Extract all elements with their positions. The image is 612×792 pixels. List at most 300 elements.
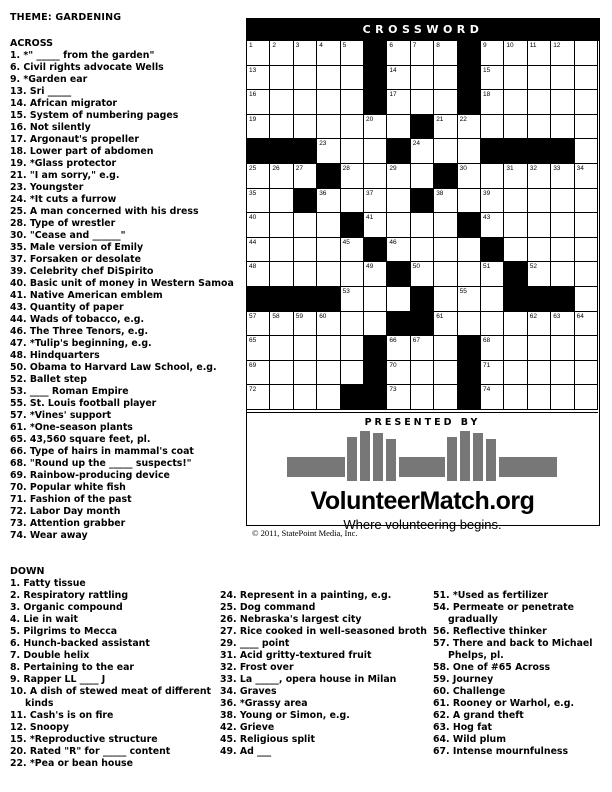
grid-cell[interactable] xyxy=(575,385,598,410)
black-square xyxy=(364,66,387,91)
grid-cell[interactable] xyxy=(481,385,504,410)
black-square xyxy=(364,385,387,410)
grid-cell[interactable] xyxy=(434,213,457,238)
clue-item: 28. Type of wrestler xyxy=(10,218,116,229)
grid-cell[interactable] xyxy=(434,287,457,312)
grid-cell[interactable] xyxy=(575,312,598,337)
down-column-2 xyxy=(220,590,430,758)
grid-cell[interactable] xyxy=(270,262,293,287)
grid-cell[interactable] xyxy=(247,41,270,66)
grid-cell[interactable] xyxy=(528,189,551,214)
grid-cell[interactable] xyxy=(294,164,317,189)
grid-cell[interactable] xyxy=(317,336,340,361)
grid-cell[interactable] xyxy=(270,385,293,410)
clue-item: 50. Obama to Harvard Law School, e.g. xyxy=(10,362,217,373)
grid-cell[interactable] xyxy=(551,41,574,66)
black-square xyxy=(551,139,574,164)
clue-item: 3. Organic compound xyxy=(10,602,123,613)
cell-number: 17 xyxy=(389,91,397,99)
clue-item: 57. *Vines' support xyxy=(10,410,112,421)
grid-cell[interactable] xyxy=(575,164,598,189)
black-square xyxy=(364,41,387,66)
black-square xyxy=(294,189,317,214)
clue-item: 8. Pertaining to the ear xyxy=(10,662,135,673)
grid-cell[interactable] xyxy=(434,312,457,337)
black-square xyxy=(504,287,527,312)
clue-item: 12. Snoopy xyxy=(10,722,70,733)
clue-item: 40. Basic unit of money in Western Samoa xyxy=(10,278,234,289)
cell-number: 61 xyxy=(436,312,444,320)
grid-cell[interactable] xyxy=(317,238,340,263)
cell-number: 28 xyxy=(342,165,350,172)
clue-item: 37. Forsaken or desolate xyxy=(10,254,141,265)
grid-cell[interactable] xyxy=(551,361,574,386)
grid-cell[interactable] xyxy=(575,90,598,115)
grid-cell[interactable] xyxy=(341,287,364,312)
black-square xyxy=(458,213,481,238)
grid-cell[interactable] xyxy=(528,115,551,140)
grid-cell[interactable] xyxy=(458,164,481,189)
grid-cell[interactable] xyxy=(411,139,434,164)
grid-cell[interactable] xyxy=(317,115,340,140)
clue-item: 35. Male version of Emily xyxy=(10,242,144,253)
cell-number: 14 xyxy=(389,66,397,74)
grid-cell[interactable] xyxy=(387,41,410,66)
grid-cell[interactable] xyxy=(247,312,270,337)
grid-cell[interactable] xyxy=(504,312,527,337)
grid-cell[interactable] xyxy=(387,336,410,361)
clue-item: 41. Native American emblem xyxy=(10,290,163,301)
grid-cell[interactable] xyxy=(247,385,270,410)
black-square xyxy=(387,312,410,337)
grid-cell[interactable] xyxy=(387,189,410,214)
black-square xyxy=(458,336,481,361)
grid-cell[interactable] xyxy=(387,287,410,312)
cell-number: 45 xyxy=(342,238,350,246)
black-square xyxy=(504,262,527,287)
grid-cell[interactable] xyxy=(528,238,551,263)
grid-cell[interactable] xyxy=(551,66,574,91)
grid-cell[interactable] xyxy=(504,238,527,263)
cell-number: 58 xyxy=(272,312,280,320)
grid-cell[interactable] xyxy=(387,66,410,91)
clue-item: 61. *One-season plants xyxy=(10,422,133,433)
black-square xyxy=(341,213,364,238)
grid-cell[interactable] xyxy=(247,164,270,189)
clue-item: 52. Ballet step xyxy=(10,374,88,385)
cell-number: 27 xyxy=(295,165,304,172)
cell-number: 24 xyxy=(412,140,421,148)
clue-item: 72. Labor Day month xyxy=(10,506,121,517)
cell-number: 57 xyxy=(249,312,257,320)
cell-number: 46 xyxy=(389,238,397,246)
clue-item: 14. African migrator xyxy=(10,98,118,109)
clue-item: 48. Hindquarters xyxy=(10,350,100,361)
grid-cell[interactable] xyxy=(434,139,457,164)
grid-cell[interactable] xyxy=(575,213,598,238)
down-column-3 xyxy=(433,590,605,758)
grid-cell[interactable] xyxy=(528,213,551,238)
grid-cell[interactable] xyxy=(504,361,527,386)
grid-cell[interactable] xyxy=(575,139,598,164)
grid-cell[interactable] xyxy=(364,312,387,337)
clue-item: 26. Nebraska's largest city xyxy=(220,614,362,625)
grid-cell[interactable] xyxy=(504,189,527,214)
grid-cell[interactable] xyxy=(247,213,270,238)
grid-cell[interactable] xyxy=(481,90,504,115)
grid-cell[interactable] xyxy=(551,115,574,140)
grid-cell[interactable] xyxy=(364,213,387,238)
grid-cell[interactable] xyxy=(481,213,504,238)
grid-cell[interactable] xyxy=(528,336,551,361)
grid-cell[interactable] xyxy=(387,164,410,189)
grid-cell[interactable] xyxy=(341,90,364,115)
grid-cell[interactable] xyxy=(247,189,270,214)
grid-cell[interactable] xyxy=(270,361,293,386)
cell-number: 6 xyxy=(389,42,394,49)
grid-cell[interactable] xyxy=(551,213,574,238)
grid-cell[interactable] xyxy=(411,262,434,287)
cell-number: 49 xyxy=(366,263,374,271)
grid-cell[interactable] xyxy=(270,66,293,91)
clue-item: 71. Fashion of the past xyxy=(10,494,132,505)
grid-cell[interactable] xyxy=(528,90,551,115)
black-square xyxy=(551,287,574,312)
clue-item: 9. Rapper LL ____ J xyxy=(10,674,106,685)
grid-cell[interactable] xyxy=(458,238,481,263)
grid-cell[interactable] xyxy=(294,66,317,91)
cell-number: 74 xyxy=(483,386,491,394)
grid-cell[interactable] xyxy=(411,213,434,238)
grid-cell[interactable] xyxy=(341,164,364,189)
grid-cell[interactable] xyxy=(551,164,574,189)
grid-cell[interactable] xyxy=(317,262,340,287)
grid-cell[interactable] xyxy=(317,361,340,386)
grid-cell[interactable] xyxy=(458,115,481,140)
black-square xyxy=(411,312,434,337)
grid-cell[interactable] xyxy=(364,115,387,140)
cell-number: 23 xyxy=(319,140,327,148)
grid-cell[interactable] xyxy=(481,41,504,66)
clue-item: 51. *Used as fertilizer xyxy=(433,590,549,601)
grid-cell[interactable] xyxy=(575,66,598,91)
grid-cell[interactable] xyxy=(481,262,504,287)
clue-item: 65. 43,560 square feet, pl. xyxy=(10,434,151,445)
grid-cell[interactable] xyxy=(411,238,434,263)
grid-cell[interactable] xyxy=(294,361,317,386)
grid-cell[interactable] xyxy=(481,115,504,140)
clue-item: 27. Rice cooked in well-seasoned broth xyxy=(220,626,427,637)
grid-cell[interactable] xyxy=(411,66,434,91)
crossword-panel xyxy=(246,18,600,532)
grid-cell[interactable] xyxy=(504,115,527,140)
clue-item: 10. A dish of stewed meat of different kinds xyxy=(10,686,212,709)
cell-number: 16 xyxy=(249,91,257,99)
grid-cell[interactable] xyxy=(528,164,551,189)
grid-cell[interactable] xyxy=(481,361,504,386)
cell-number: 12 xyxy=(553,42,561,49)
grid-cell[interactable] xyxy=(294,312,317,337)
grid-cell[interactable] xyxy=(341,312,364,337)
cell-number: 50 xyxy=(412,263,421,271)
clue-item: 1. Fatty tissue xyxy=(10,578,86,589)
clue-item: 5. Pilgrims to Mecca xyxy=(10,626,118,637)
grid-cell[interactable] xyxy=(247,238,270,263)
grid-cell[interactable] xyxy=(551,312,574,337)
cell-number: 70 xyxy=(389,361,397,369)
grid-cell[interactable] xyxy=(341,189,364,214)
grid-cell[interactable] xyxy=(341,66,364,91)
grid-cell[interactable] xyxy=(575,361,598,386)
grid-cell[interactable] xyxy=(247,336,270,361)
grid-cell[interactable] xyxy=(294,385,317,410)
grid-cell[interactable] xyxy=(551,262,574,287)
cell-number: 71 xyxy=(483,361,491,369)
grid-cell[interactable] xyxy=(434,361,457,386)
cell-number: 62 xyxy=(529,312,538,320)
black-square xyxy=(434,164,457,189)
grid-cell[interactable] xyxy=(341,361,364,386)
black-square xyxy=(387,139,410,164)
grid-cell[interactable] xyxy=(317,312,340,337)
grid-cell[interactable] xyxy=(387,238,410,263)
grid-cell[interactable] xyxy=(551,385,574,410)
grid-cell[interactable] xyxy=(458,262,481,287)
grid-cell[interactable] xyxy=(317,189,340,214)
grid-cell[interactable] xyxy=(434,115,457,140)
grid-cell[interactable] xyxy=(528,312,551,337)
clue-item: 23. Youngster xyxy=(10,182,84,193)
clue-item: 25. Dog command xyxy=(220,602,316,613)
grid-cell[interactable] xyxy=(411,90,434,115)
cell-number: 51 xyxy=(483,263,491,271)
grid-cell[interactable] xyxy=(294,262,317,287)
grid-cell[interactable] xyxy=(575,115,598,140)
grid-cell[interactable] xyxy=(434,385,457,410)
grid-cell[interactable] xyxy=(270,164,293,189)
grid-cell[interactable] xyxy=(528,41,551,66)
black-square xyxy=(341,385,364,410)
cell-number: 15 xyxy=(483,66,491,74)
grid-cell[interactable] xyxy=(481,312,504,337)
crossword-title: CROSSWORD xyxy=(247,19,599,41)
grid-cell[interactable] xyxy=(270,115,293,140)
grid-cell[interactable] xyxy=(528,66,551,91)
grid-cell[interactable] xyxy=(528,262,551,287)
cell-number: 21 xyxy=(436,115,444,123)
grid-cell[interactable] xyxy=(481,336,504,361)
hands-logo-icon xyxy=(287,431,557,487)
cell-number: 5 xyxy=(342,42,347,49)
clue-item: 46. The Three Tenors, e.g. xyxy=(10,326,149,337)
grid-cell[interactable] xyxy=(317,213,340,238)
grid-cell[interactable] xyxy=(317,66,340,91)
grid-cell[interactable] xyxy=(387,361,410,386)
across-list xyxy=(10,50,246,542)
black-square xyxy=(458,361,481,386)
grid-cell[interactable] xyxy=(341,115,364,140)
grid-cell[interactable] xyxy=(317,385,340,410)
grid-cell[interactable] xyxy=(434,238,457,263)
grid-cell[interactable] xyxy=(341,336,364,361)
clue-item: 70. Popular white fish xyxy=(10,482,126,493)
cell-number: 38 xyxy=(436,189,444,197)
cell-number: 4 xyxy=(319,42,323,49)
clue-item: 29. ____ point xyxy=(220,638,290,649)
clue-item: 59. Journey xyxy=(433,674,494,685)
grid-cell[interactable] xyxy=(434,66,457,91)
grid-cell[interactable] xyxy=(270,189,293,214)
cell-number: 66 xyxy=(389,337,397,345)
grid-cell[interactable] xyxy=(247,90,270,115)
grid-cell[interactable] xyxy=(294,115,317,140)
black-square xyxy=(458,66,481,91)
grid-cell[interactable] xyxy=(341,139,364,164)
grid-cell[interactable] xyxy=(504,90,527,115)
grid-cell[interactable] xyxy=(504,336,527,361)
grid-cell[interactable] xyxy=(575,189,598,214)
grid-cell[interactable] xyxy=(481,287,504,312)
grid-cell[interactable] xyxy=(294,90,317,115)
grid-cell[interactable] xyxy=(575,287,598,312)
grid-cell[interactable] xyxy=(434,41,457,66)
cell-number: 29 xyxy=(389,165,397,172)
cell-number: 43 xyxy=(483,214,491,222)
grid-cell[interactable] xyxy=(551,238,574,263)
grid-cell[interactable] xyxy=(551,189,574,214)
grid-cell[interactable] xyxy=(575,262,598,287)
grid-cell[interactable] xyxy=(270,41,293,66)
black-square xyxy=(528,287,551,312)
clue-item: 64. Wild plum xyxy=(433,734,506,745)
grid-cell[interactable] xyxy=(247,66,270,91)
grid-cell[interactable] xyxy=(481,189,504,214)
grid-cell[interactable] xyxy=(504,41,527,66)
theme-heading: THEME: GARDENING xyxy=(10,12,122,23)
grid-cell[interactable] xyxy=(504,213,527,238)
volunteermatch-logo-text: VolunteerMatch.org xyxy=(310,487,535,515)
grid-cell[interactable] xyxy=(434,336,457,361)
grid-cell[interactable] xyxy=(458,287,481,312)
black-square xyxy=(317,164,340,189)
grid-cell[interactable] xyxy=(528,361,551,386)
black-square xyxy=(504,139,527,164)
grid-cell[interactable] xyxy=(458,139,481,164)
grid-cell[interactable] xyxy=(270,90,293,115)
black-square xyxy=(528,139,551,164)
cell-number: 63 xyxy=(553,312,561,320)
clue-item: 33. La _____, opera house in Milan xyxy=(220,674,397,685)
grid-cell[interactable] xyxy=(270,312,293,337)
cell-number: 68 xyxy=(483,337,491,345)
grid-cell[interactable] xyxy=(294,238,317,263)
grid-cell[interactable] xyxy=(341,262,364,287)
grid-cell[interactable] xyxy=(458,189,481,214)
grid-cell[interactable] xyxy=(528,385,551,410)
cell-number: 44 xyxy=(249,238,257,246)
grid-cell[interactable] xyxy=(504,66,527,91)
grid-cell[interactable] xyxy=(458,312,481,337)
grid-cell[interactable] xyxy=(575,336,598,361)
clue-item: 9. *Garden ear xyxy=(10,74,88,85)
copyright-notice: © 2011, StatePoint Media, Inc. xyxy=(252,528,358,538)
grid-cell[interactable] xyxy=(575,238,598,263)
grid-cell[interactable] xyxy=(364,262,387,287)
clue-item: 18. Lower part of abdomen xyxy=(10,146,154,157)
grid-cell[interactable] xyxy=(270,213,293,238)
clue-item: 58. One of #65 Across xyxy=(433,662,551,673)
grid-cell[interactable] xyxy=(364,164,387,189)
grid-cell[interactable] xyxy=(504,164,527,189)
clue-item: 22. *Pea or bean house xyxy=(10,758,133,769)
across-title: ACROSS xyxy=(10,38,53,49)
grid-cell[interactable] xyxy=(364,139,387,164)
grid-cell[interactable] xyxy=(434,189,457,214)
grid-cell[interactable] xyxy=(434,262,457,287)
cell-number: 18 xyxy=(483,91,491,99)
grid-cell[interactable] xyxy=(294,213,317,238)
black-square xyxy=(411,115,434,140)
grid-cell[interactable] xyxy=(411,336,434,361)
grid-cell[interactable] xyxy=(247,361,270,386)
clue-item: 43. Quantity of paper xyxy=(10,302,124,313)
grid-cell[interactable] xyxy=(270,238,293,263)
grid-cell[interactable] xyxy=(270,336,293,361)
clue-item: 20. Rated "R" for _____ content xyxy=(10,746,171,757)
grid-cell[interactable] xyxy=(247,115,270,140)
clue-item: 13. Sri _____ xyxy=(10,86,72,97)
grid-cell[interactable] xyxy=(387,385,410,410)
grid-cell[interactable] xyxy=(504,385,527,410)
grid-cell[interactable] xyxy=(317,90,340,115)
grid-cell[interactable] xyxy=(551,90,574,115)
cell-number: 48 xyxy=(249,263,257,271)
grid-cell[interactable] xyxy=(387,90,410,115)
cell-number: 52 xyxy=(529,263,538,271)
grid-cell[interactable] xyxy=(247,262,270,287)
grid-cell[interactable] xyxy=(481,66,504,91)
sponsor-box xyxy=(247,412,598,532)
clue-item: 60. Challenge xyxy=(433,686,506,697)
cell-number: 26 xyxy=(272,165,280,172)
clue-item: 4. Lie in wait xyxy=(10,614,78,625)
grid-cell[interactable] xyxy=(411,361,434,386)
clue-item: 47. *Tulip's beginning, e.g. xyxy=(10,338,152,349)
clue-item: 68. "Round up the _____ suspects!" xyxy=(10,458,192,469)
grid-cell[interactable] xyxy=(387,115,410,140)
grid-cell[interactable] xyxy=(294,336,317,361)
grid-cell[interactable] xyxy=(575,41,598,66)
grid-cell[interactable] xyxy=(411,385,434,410)
grid-cell[interactable] xyxy=(364,287,387,312)
grid-cell[interactable] xyxy=(317,41,340,66)
grid-cell[interactable] xyxy=(364,189,387,214)
clue-item: 61. Rooney or Warhol, e.g. xyxy=(433,698,575,709)
grid-cell[interactable] xyxy=(294,41,317,66)
black-square xyxy=(270,139,293,164)
grid-cell[interactable] xyxy=(434,90,457,115)
grid-cell[interactable] xyxy=(481,164,504,189)
black-square xyxy=(270,287,293,312)
grid-cell[interactable] xyxy=(411,41,434,66)
grid-cell[interactable] xyxy=(411,164,434,189)
black-square xyxy=(458,41,481,66)
grid-cell[interactable] xyxy=(317,139,340,164)
grid-cell[interactable] xyxy=(341,238,364,263)
grid-cell[interactable] xyxy=(341,41,364,66)
grid-cell[interactable] xyxy=(387,213,410,238)
grid-cell[interactable] xyxy=(551,336,574,361)
